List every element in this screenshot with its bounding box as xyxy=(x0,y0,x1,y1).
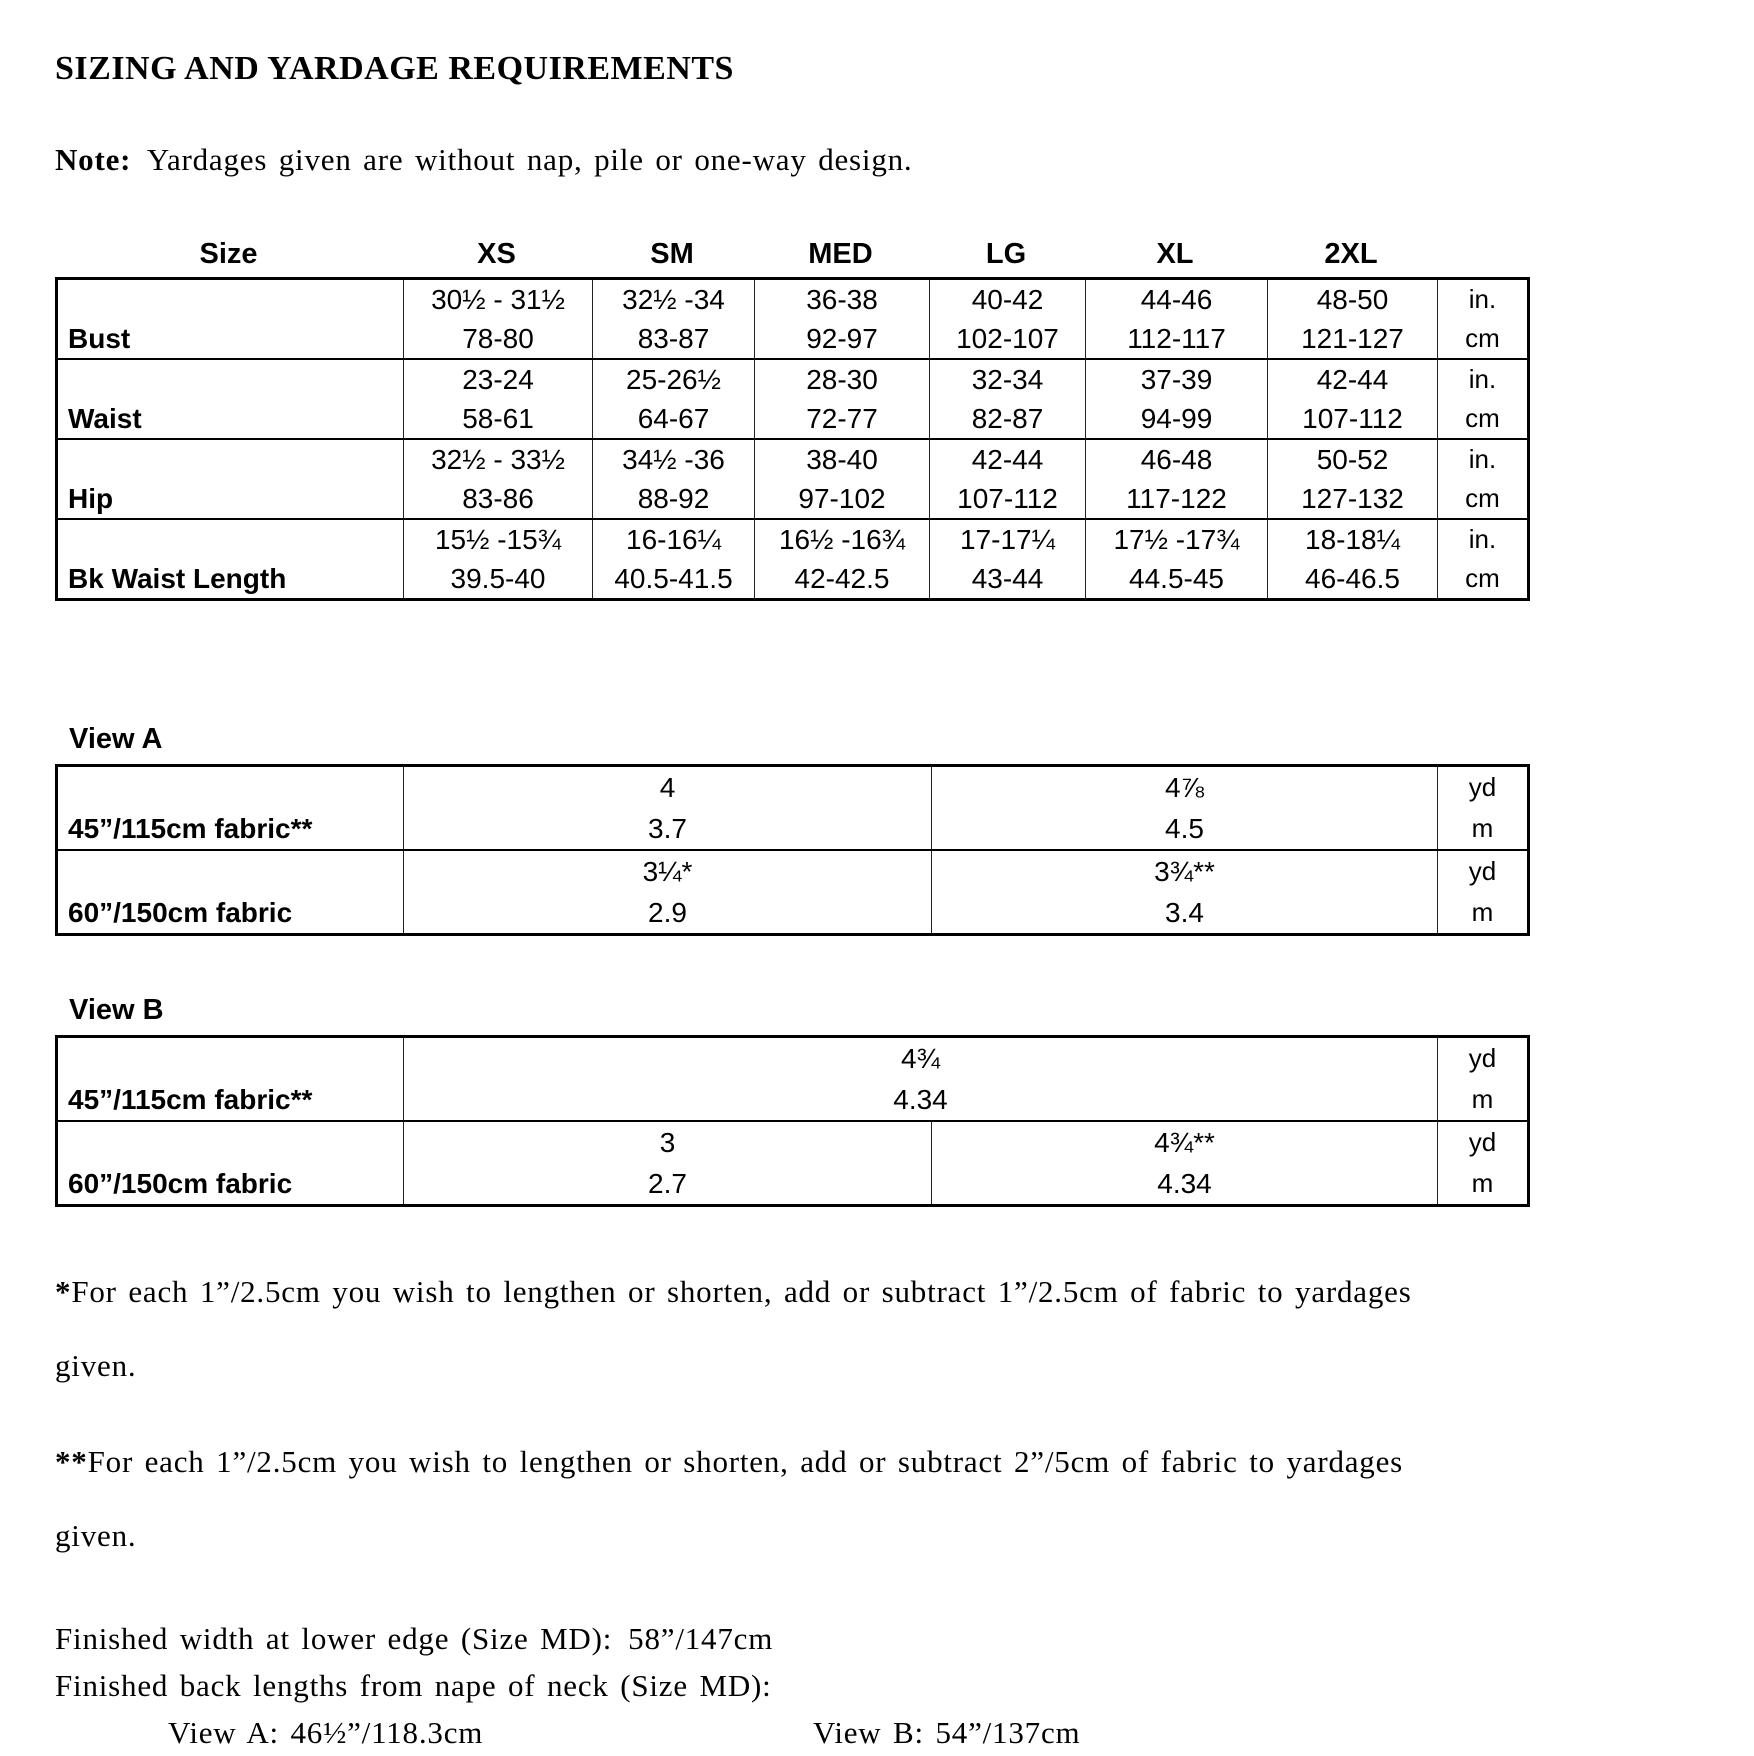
footnote-marker: ** xyxy=(55,1444,88,1479)
size-value: 39.5-40 xyxy=(450,563,546,594)
unit-cm: cm xyxy=(1465,563,1500,593)
unit-cm: cm xyxy=(1465,483,1500,513)
size-value: 18-18¼ xyxy=(1305,524,1400,555)
yardage-value: 4⅞ xyxy=(1165,772,1204,803)
row-label: 60”/150cm fabric xyxy=(68,1168,293,1199)
unit-yd: yd xyxy=(1468,1127,1497,1157)
view-a-table xyxy=(55,764,1530,936)
table-row-45-fabric xyxy=(57,1037,1529,1122)
yardage-value: 3.7 xyxy=(648,813,687,844)
size-value: 23-24 xyxy=(462,364,534,395)
size-header-xl: XL xyxy=(1156,238,1194,270)
row-label: Waist xyxy=(68,403,142,434)
size-value: 17½ -17¾ xyxy=(1113,524,1240,555)
size-value: 112-117 xyxy=(1127,323,1226,354)
size-value: 42-44 xyxy=(1316,364,1389,395)
view-a-title: View A xyxy=(69,723,163,755)
size-value: 83-86 xyxy=(462,483,534,514)
size-value: 42-44 xyxy=(971,444,1044,475)
size-value: 117-122 xyxy=(1126,483,1227,514)
size-value: 82-87 xyxy=(971,403,1044,434)
table-row-bk-waist-length xyxy=(57,519,1529,600)
page-title: SIZING AND YARDAGE REQUIREMENTS xyxy=(55,50,734,87)
table-row-waist xyxy=(57,359,1529,439)
size-value: 127-132 xyxy=(1301,483,1404,514)
unit-m: m xyxy=(1471,1084,1494,1114)
size-value: 78-80 xyxy=(462,323,534,354)
finished-width-label: Finished width at lower edge (Size MD): xyxy=(55,1621,613,1656)
unit-yd: yd xyxy=(1468,772,1497,802)
table-row-hip xyxy=(57,439,1529,519)
size-value: 32-34 xyxy=(971,364,1044,395)
view-b-title: View B xyxy=(69,994,164,1026)
size-header-sm: SM xyxy=(650,238,694,270)
yardage-value: 3 xyxy=(659,1127,676,1158)
yardage-value: 4¾** xyxy=(1154,1127,1215,1158)
size-value: 28-30 xyxy=(806,364,878,395)
size-value: 44-46 xyxy=(1140,284,1213,315)
unit-yd: yd xyxy=(1468,1043,1497,1073)
unit-cm: cm xyxy=(1465,323,1500,353)
size-value: 25-26½ xyxy=(626,364,721,395)
view-b-table xyxy=(55,1035,1530,1207)
size-value: 30½ - 31½ xyxy=(431,284,565,315)
size-value: 16½ -16¾ xyxy=(778,524,906,555)
footnote-text-continued: given. xyxy=(55,1518,137,1553)
size-header-unit-spacer xyxy=(1436,238,1527,271)
size-value: 15½ -15¾ xyxy=(434,524,562,555)
size-table xyxy=(55,277,1530,601)
size-value: 43-44 xyxy=(971,563,1044,594)
note-line xyxy=(55,142,1704,178)
size-value: 107-112 xyxy=(957,483,1058,514)
size-header-med: MED xyxy=(808,238,873,270)
row-label: 45”/115cm fabric** xyxy=(68,1084,313,1115)
footnote-text-continued: given. xyxy=(55,1348,137,1383)
finished-view-a: View A: 46½”/118.3cm xyxy=(168,1715,484,1750)
footnote-double-asterisk xyxy=(55,1425,1705,1573)
yardage-value: 3¾** xyxy=(1154,856,1215,887)
size-value: 36-38 xyxy=(806,284,878,315)
size-value: 16-16¼ xyxy=(626,524,721,555)
unit-in: in. xyxy=(1468,444,1497,474)
table-row-45-fabric xyxy=(57,766,1529,851)
unit-in: in. xyxy=(1468,284,1497,314)
size-table-header xyxy=(55,238,1527,277)
size-value: 121-127 xyxy=(1301,323,1404,354)
size-value: 94-99 xyxy=(1140,403,1213,434)
row-label: Hip xyxy=(68,483,114,514)
size-value: 46-48 xyxy=(1140,444,1213,475)
yardage-value: 2.7 xyxy=(648,1168,687,1199)
size-value: 38-40 xyxy=(806,444,878,475)
size-value: 32½ -34 xyxy=(622,284,725,315)
footnote-line xyxy=(55,1255,1705,1329)
size-value: 72-77 xyxy=(806,403,878,434)
table-row-60-fabric xyxy=(57,1121,1529,1206)
size-value: 40.5-41.5 xyxy=(614,563,733,594)
size-value: 97-102 xyxy=(798,483,886,514)
yardage-value: 4.34 xyxy=(1157,1168,1212,1199)
unit-m: m xyxy=(1471,813,1494,843)
row-label: Bk Waist Length xyxy=(68,563,287,594)
note-text: Yardages given are without nap, pile or one-way design. xyxy=(146,142,913,177)
size-value: 48-50 xyxy=(1316,284,1389,315)
yardage-value: 3.4 xyxy=(1165,897,1204,928)
finished-back-length-line: Finished back lengths from nape of neck (Size MD): xyxy=(55,1668,772,1703)
row-label: 45”/115cm fabric** xyxy=(68,813,313,844)
yardage-value: 4¾ xyxy=(901,1043,940,1074)
size-value: 107-112 xyxy=(1302,403,1403,434)
size-value: 92-97 xyxy=(806,323,878,354)
size-value: 83-87 xyxy=(637,323,710,354)
view-b-section xyxy=(55,994,1704,1207)
note-label: Note: xyxy=(55,142,132,177)
unit-cm: cm xyxy=(1465,403,1500,433)
finished-measurements xyxy=(55,1615,1704,1756)
footnote-line xyxy=(55,1425,1705,1499)
size-value: 32½ - 33½ xyxy=(431,444,565,475)
size-value: 44.5-45 xyxy=(1129,563,1224,594)
size-value: 37-39 xyxy=(1140,364,1213,395)
finished-width-value: 58”/147cm xyxy=(628,1621,774,1656)
view-a-section xyxy=(55,723,1704,936)
size-value: 50-52 xyxy=(1316,444,1389,475)
yardage-value: 3¼* xyxy=(642,856,693,887)
yardage-value: 4.34 xyxy=(893,1084,948,1115)
size-value: 46-46.5 xyxy=(1305,563,1400,594)
finished-width-line xyxy=(55,1615,1704,1662)
size-value: 58-61 xyxy=(462,403,534,434)
size-header-lg: LG xyxy=(985,238,1027,270)
finished-view-lengths xyxy=(55,1709,1704,1756)
yardage-value: 4 xyxy=(659,772,676,803)
unit-in: in. xyxy=(1468,524,1497,554)
row-label: Bust xyxy=(68,323,131,354)
finished-view-b: View B: 54”/137cm xyxy=(813,1715,1081,1750)
row-label: 60”/150cm fabric xyxy=(68,897,293,928)
table-row-bust xyxy=(57,279,1529,360)
table-row-60-fabric xyxy=(57,850,1529,935)
size-value: 64-67 xyxy=(637,403,710,434)
unit-yd: yd xyxy=(1468,856,1497,886)
unit-in: in. xyxy=(1468,364,1497,394)
footnote-single-asterisk xyxy=(55,1255,1705,1403)
size-value: 88-92 xyxy=(637,483,710,514)
size-header-2xl: 2XL xyxy=(1324,238,1378,270)
yardage-value: 4.5 xyxy=(1165,813,1204,844)
size-value: 34½ -36 xyxy=(622,444,725,475)
size-header-size: Size xyxy=(199,238,258,270)
footnote-text: For each 1”/2.5cm you wish to lengthen or shorten, add or subtract 2”/5cm of fabric to yardages xyxy=(87,1444,1404,1479)
size-value: 102-107 xyxy=(956,323,1059,354)
size-value: 40-42 xyxy=(971,284,1044,315)
unit-m: m xyxy=(1471,897,1494,927)
unit-m: m xyxy=(1471,1168,1494,1198)
footnote-marker: * xyxy=(55,1274,72,1309)
size-value: 17-17¼ xyxy=(960,524,1055,555)
yardage-value: 2.9 xyxy=(648,897,687,928)
footnote-text: For each 1”/2.5cm you wish to lengthen or shorten, add or subtract 1”/2.5cm of fabric to yardages xyxy=(71,1274,1412,1309)
size-value: 42-42.5 xyxy=(794,563,890,594)
size-header-xs: XS xyxy=(477,238,516,270)
